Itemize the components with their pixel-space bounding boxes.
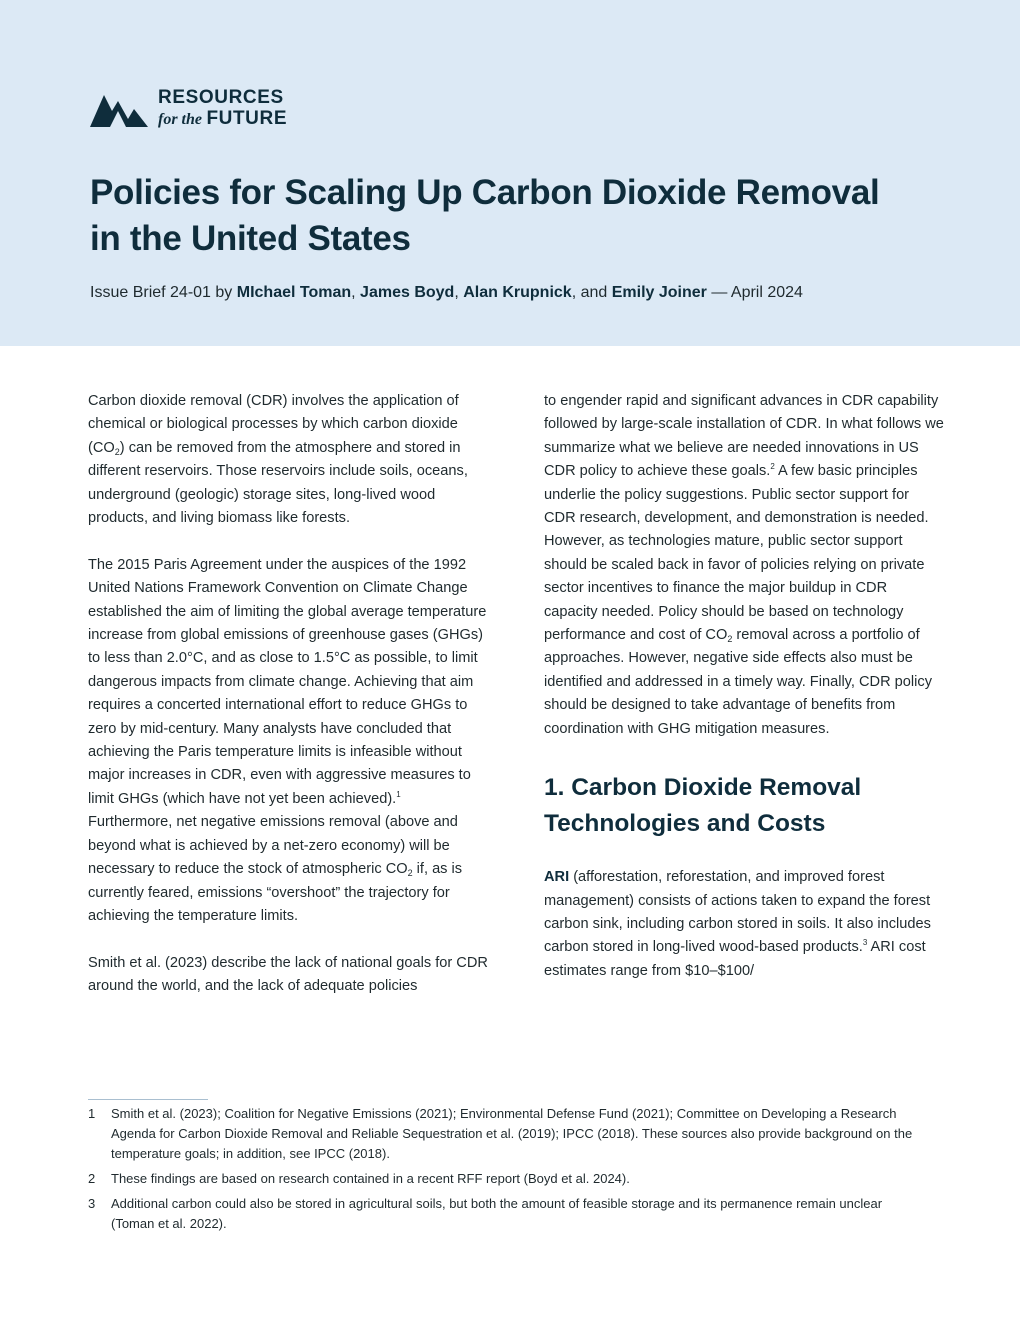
- logo-line2: [158, 109, 287, 130]
- byline-separator: ,: [351, 284, 356, 301]
- footnote-item: [88, 1104, 928, 1164]
- footnote-item: [88, 1169, 928, 1189]
- footnote-number: 1: [88, 1106, 96, 1121]
- ari-term: ARI: [544, 869, 570, 886]
- paragraph-cdr-intro: Carbon dioxide removal (CDR) involves the application of chemical or biological processes by which carbon dioxide $(CO_2)$ can be removed from the atmosphere and stored in different reservoirs. Those reservoirs include soils, oceans, underground (geologic) storage sites, long-lived wood products, and living biomass like forests.: [88, 393, 468, 527]
- footnote-text: Smith et al. (2023); Coalition for Negative Emissions (2021); Environmental Defense Fund (2021); Committee on Developing a Research Agenda for Carbon Dioxide Removal and Reliable Sequestration et al. (2019); IPCC (2018). These sources also provide background on the temperature goals; in addition, see IPCC (2018).: [111, 1106, 913, 1161]
- author-name: MIchael Toman: [236, 284, 352, 301]
- logo-line1: RESOURCES: [158, 87, 284, 108]
- byline-prefix: Issue Brief 24-01 by: [90, 284, 233, 301]
- footnote-ref-3[interactable]: 3: [862, 938, 868, 948]
- footnote-text: These findings are based on research contained in a recent RFF report (Boyd et al. 2024).: [111, 1171, 630, 1186]
- footnote-divider: [88, 1099, 208, 1100]
- paragraph-smith-part2: to engender rapid and significant advances in CDR capability followed by large-scale installation of CDR. In what follows we summarize what we believe are needed innovations in US CDR policy to achieve these goals.$^2$ A few basic principles underlie the policy suggestions. Public sector support for CDR research, development, and demonstration is needed. However, as technologies mature, public sector support should be scaled back in favor of policies relying on private sector incentives to finance the major buildup in CDR capacity needed. Policy should be based on technology performance and cost of $CO_2$ removal across a portfolio of approaches. However, negative side effects also must be identified and addressed in a timely way. Finally, CDR policy should be designed to take advantage of benefits from coordination with GHG mitigation measures.: [544, 393, 944, 737]
- author-name: Emily Joiner: [611, 284, 707, 301]
- footnote-text: Additional carbon could also be stored in agricultural soils, but both the amount of feasible storage and its permanence remain unclear (Toman et al. 2022).: [111, 1196, 883, 1231]
- left-column: [88, 390, 488, 999]
- footnote-ref-2[interactable]: 2: [770, 462, 775, 472]
- page-title: Policies for Scaling Up Carbon Dioxide Removal in the United States: [90, 173, 880, 258]
- header-banner: [0, 0, 1020, 346]
- byline: [90, 284, 803, 302]
- footnote-item: [88, 1194, 928, 1234]
- logo-for-the: for the: [158, 111, 202, 128]
- footnotes: [88, 1104, 928, 1239]
- footnote-number: 3: [88, 1196, 96, 1211]
- footnote-ref-1[interactable]: 1: [396, 789, 401, 799]
- author-name: Alan Krupnick: [463, 284, 572, 301]
- footnote-number: 2: [88, 1171, 96, 1186]
- byline-separator: , and: [571, 284, 608, 301]
- author-name: James Boyd: [360, 284, 455, 301]
- mountain-logo-icon: [90, 89, 148, 127]
- logo-future: FUTURE: [206, 108, 288, 129]
- publication-date: — April 2024: [711, 284, 803, 301]
- section-heading-1: 1. Carbon Dioxide Removal Technologies and Costs: [544, 774, 862, 838]
- byline-separator: ,: [454, 284, 459, 301]
- paragraph-ari: ARI (afforestation, reforestation, and improved forest management) consists of actions taken to expand the forest carbon sink, including carbon stored in soils. It also includes carbon stored in long-lived wood-based products.$^3$ ARI cost estimates range from $10–$100/: [544, 869, 931, 979]
- paragraph-paris-agreement: The 2015 Paris Agreement under the auspices of the 1992 United Nations Framework Convention on Climate Change established the aim of limiting the global average temperature increase from global emissions of greenhouse gases (GHGs) to less than 2.0°C, and as close to 1.5°C as possible, to limit dangerous impacts from climate change. Achieving that aim requires a concerted international effort to reduce GHGs to zero by mid-century. Many analysts have concluded that achieving the Paris temperature limits is infeasible without major increases in CDR, even with aggressive measures to limit GHGs (which have not yet been achieved).$^1$ Furthermore, net negative emissions removal (above and beyond what is achieved by a net-zero economy) will be necessary to reduce the stock of atmospheric $CO_2$ if, as is currently feared, emissions “overshoot” the trajectory for achieving the temperature limits.: [88, 556, 487, 924]
- rff-logo[interactable]: [90, 88, 300, 130]
- right-column: [544, 390, 944, 983]
- paragraph-smith-part1: Smith et al. (2023) describe the lack of national goals for CDR around the world, and the lack of adequate policies: [88, 954, 488, 995]
